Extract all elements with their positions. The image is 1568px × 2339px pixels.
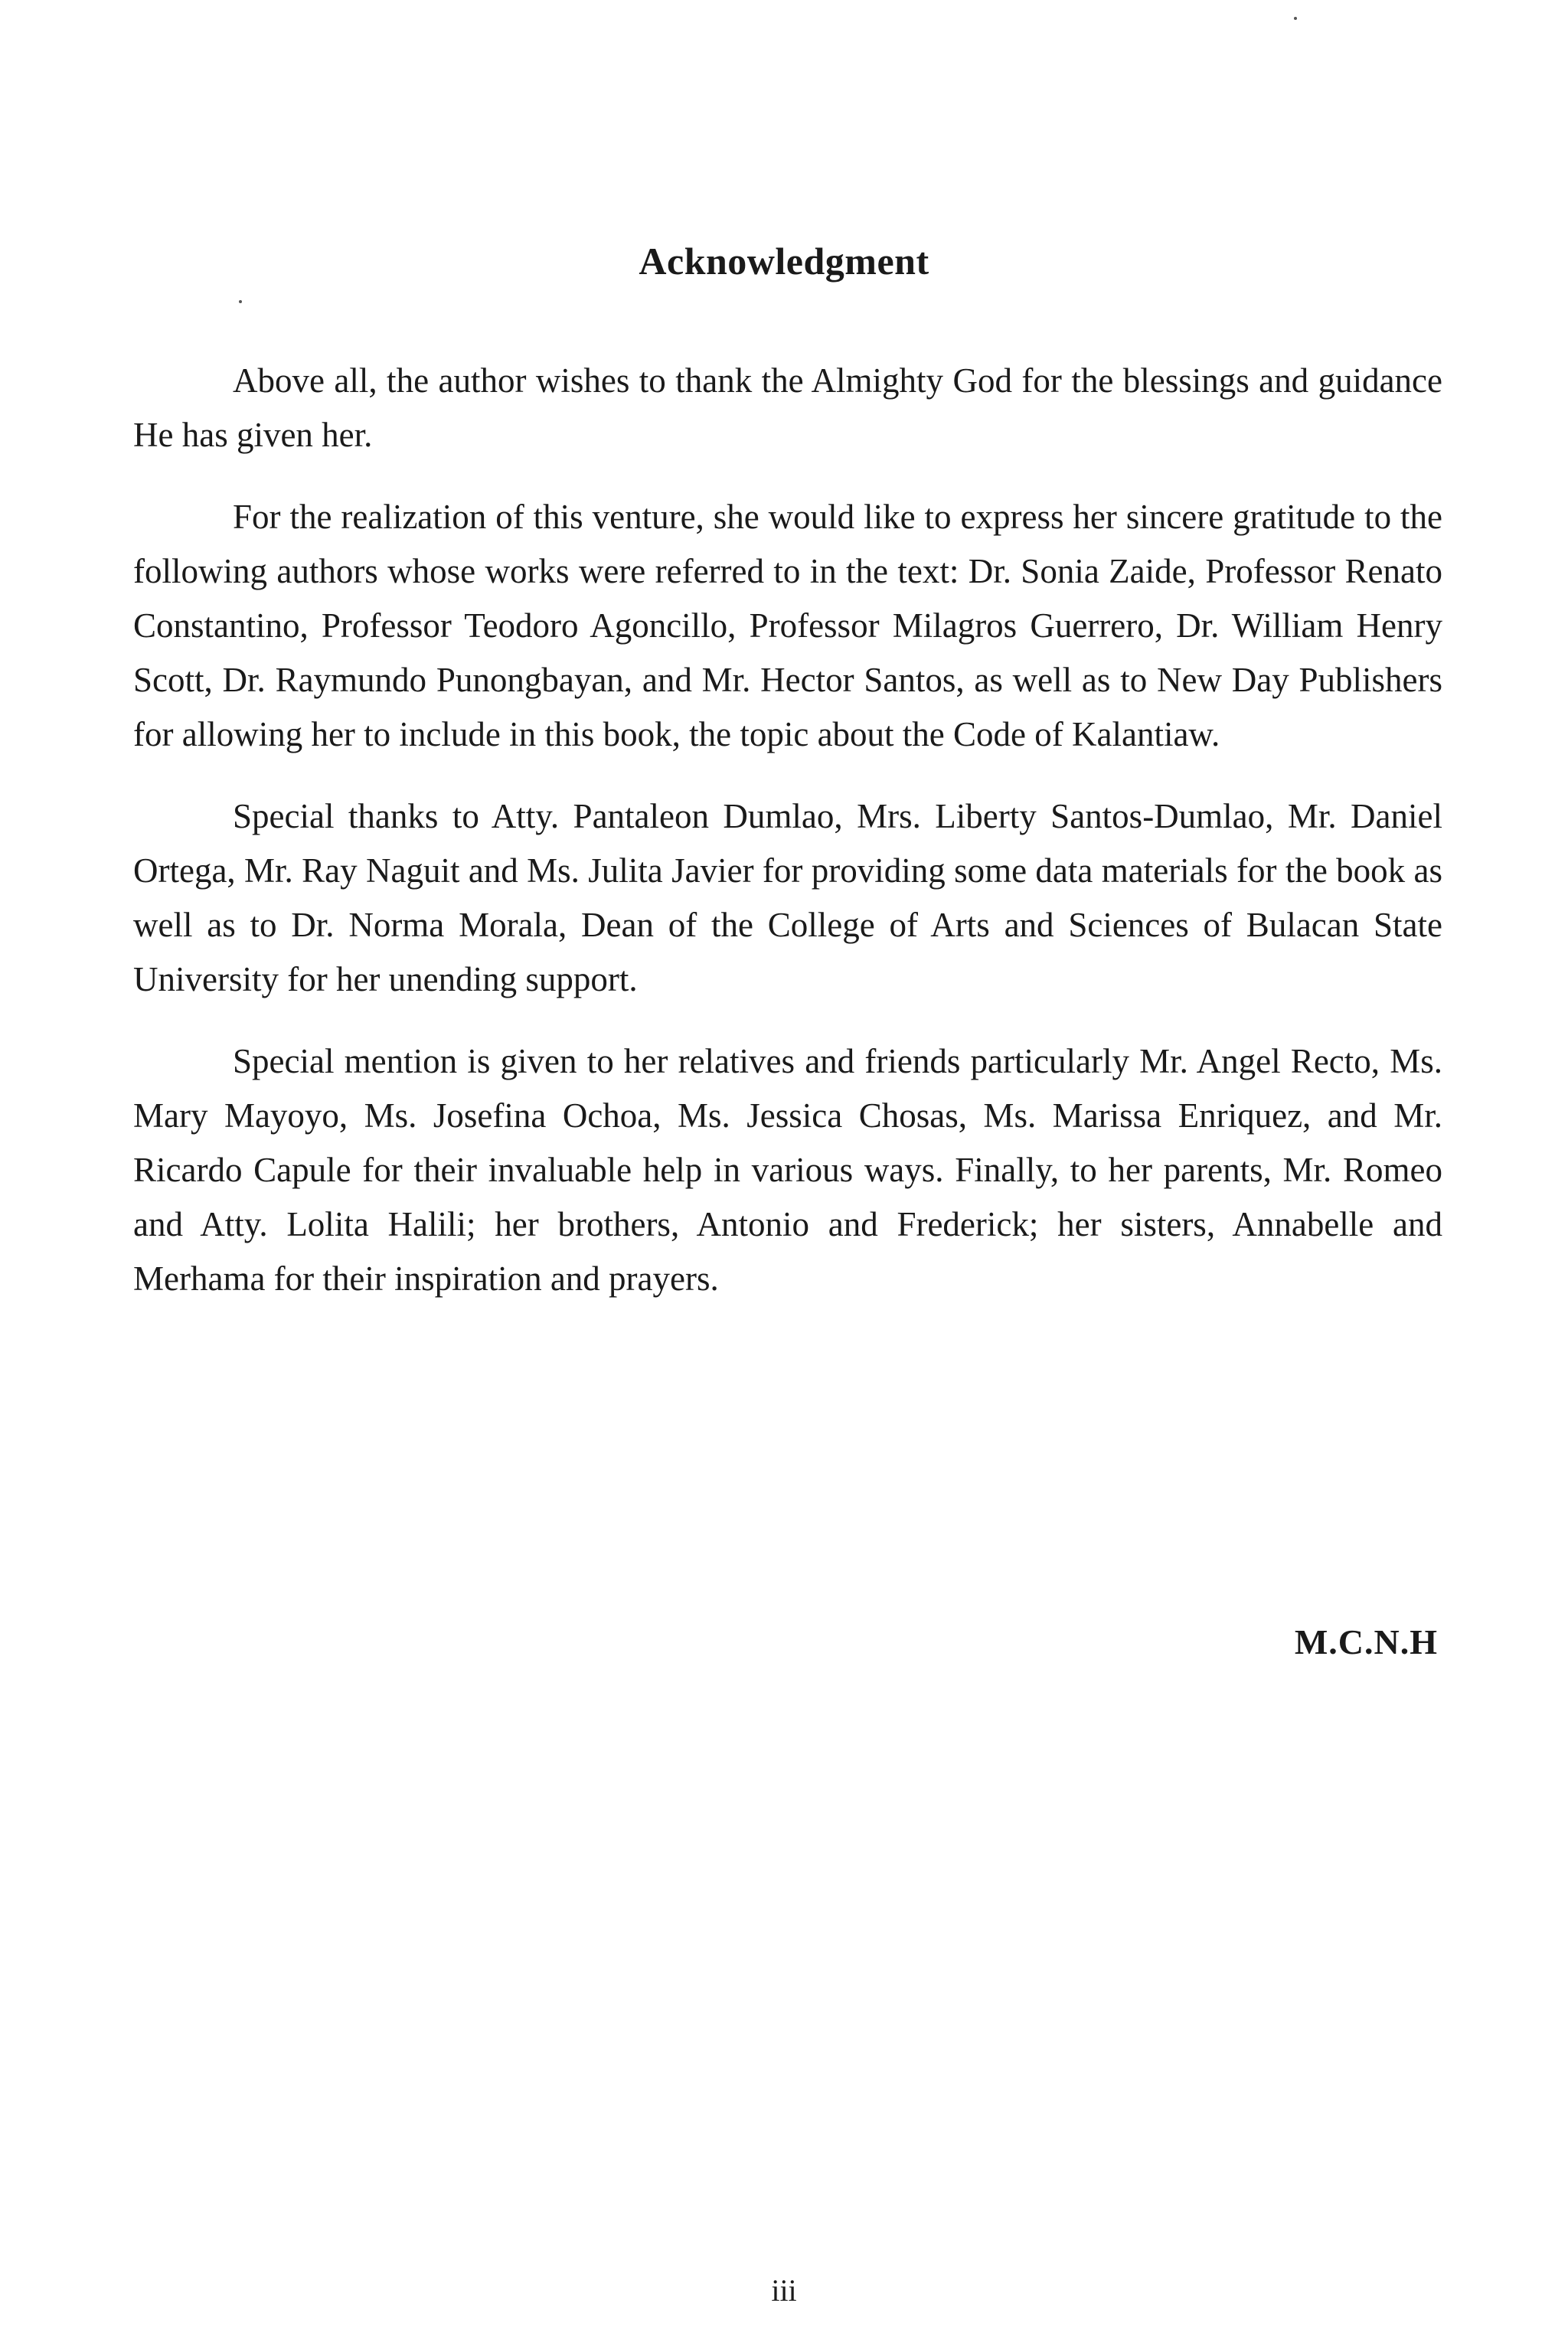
paragraph: Special mention is given to her relatives and friends particularly Mr. Angel Recto, Ms. Mary Mayoyo, Ms. Josefina Ochoa, Ms. Jessica Chosas, Ms. Marissa Enriquez, and Mr. Ricardo Capule for their invaluable help in various ways. Finally, to her parents, Mr. Romeo and Atty. Lolita Halili; her brothers, Antonio and Frederick; her sisters, Annabelle and Merhama for their inspiration and prayers. — [133, 1042, 1442, 1298]
paragraph: Above all, the author wishes to thank the Almighty God for the blessings and guidance He has given her. — [133, 361, 1442, 454]
author-initials: M.C.N.H — [1294, 1622, 1438, 1661]
page-number: iii — [771, 2273, 797, 2308]
acknowledgment-body — [133, 354, 1442, 1334]
page-title: Acknowledgment — [639, 239, 929, 283]
paragraph: Special thanks to Atty. Pantaleon Dumlao, Mrs. Liberty Santos-Dumlao, Mr. Daniel Ortega, Mr. Ray Naguit and Ms. Julita Javier for providing some data materials for the book as well as to Dr. Norma Morala, Dean of the College of Arts and Sciences of Bulacan State University for her unending support. — [133, 797, 1442, 998]
paragraph: For the realization of this venture, she would like to express her sincere gratitude to the following authors whose works were referred to in the text: Dr. Sonia Zaide, Professor Renato Constantino, Professor Teodoro Agoncillo, Professor Milagros Guerrero, Dr. William Henry Scott, Dr. Raymundo Punongbayan, and Mr. Hector Santos, as well as to New Day Publishers for allowing her to include in this book, the topic about the Code of Kalantiaw. — [133, 498, 1442, 753]
scan-speck — [239, 300, 242, 303]
scan-speck — [1294, 17, 1297, 20]
